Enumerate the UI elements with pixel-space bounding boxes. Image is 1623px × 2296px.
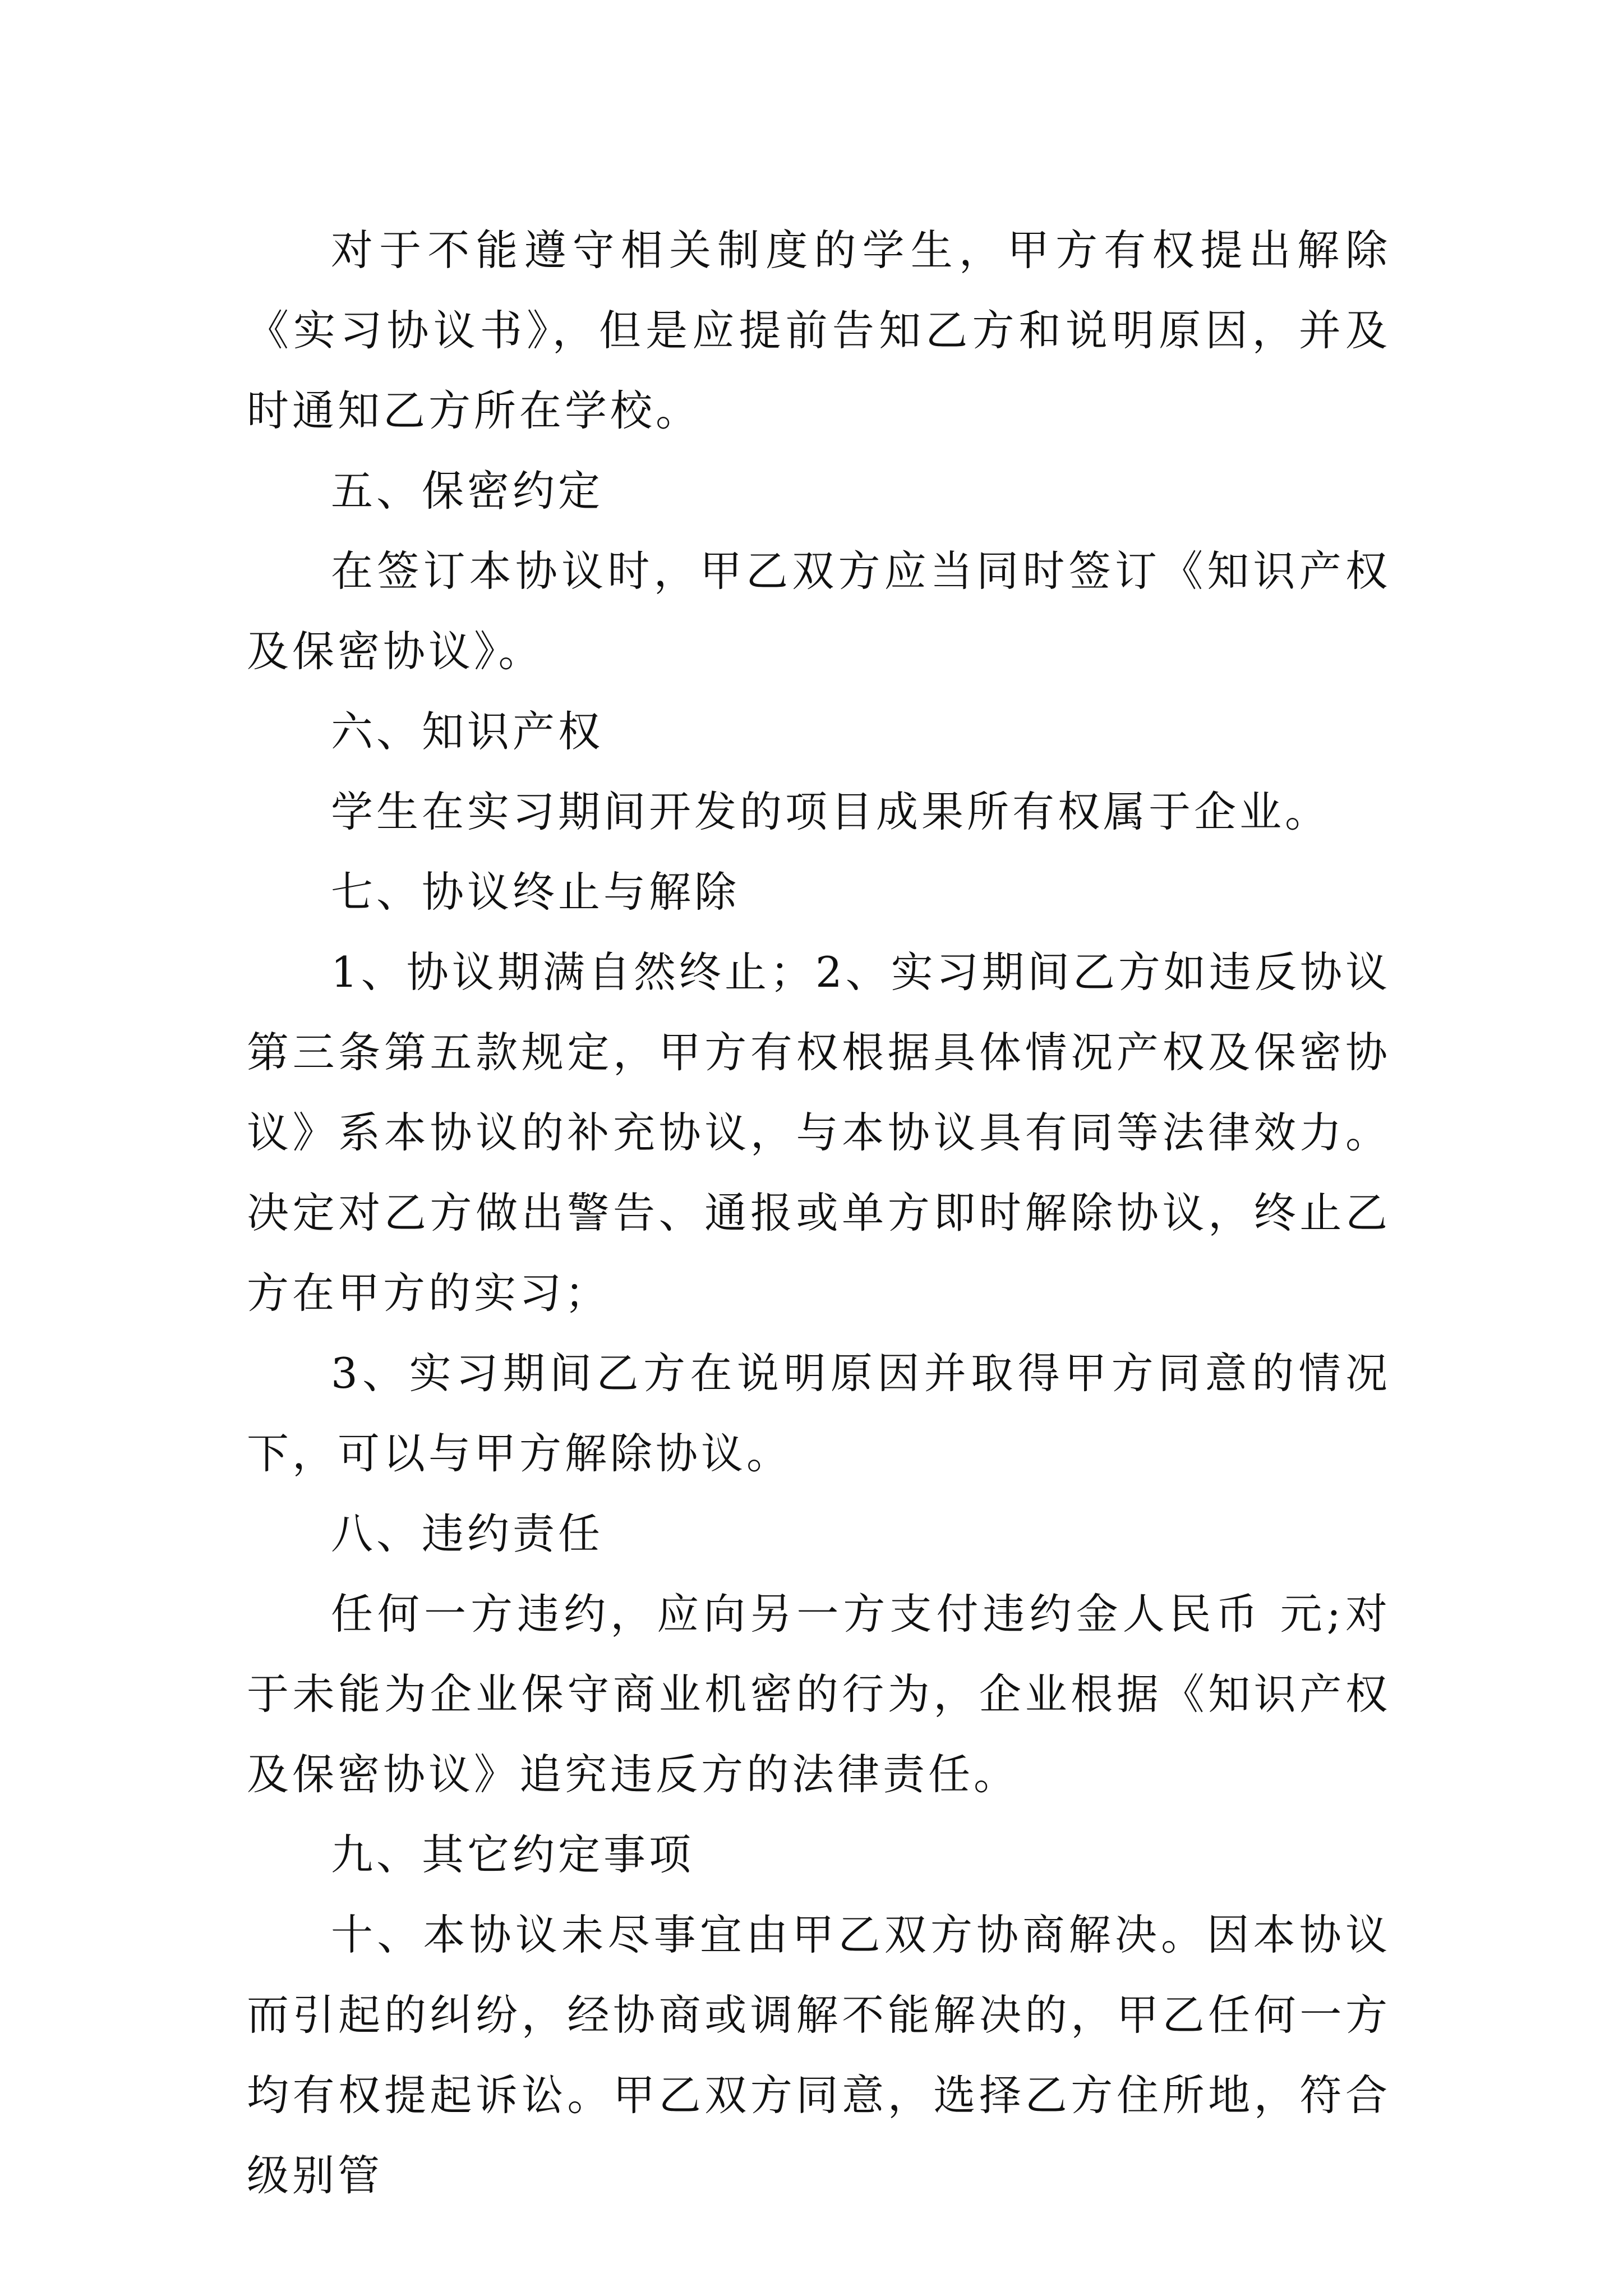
document-body: [247, 210, 1391, 2216]
heading-breach-liability: 八、违约责任: [331, 1509, 604, 1558]
paragraph-disputes: 十、本协议未尽事宜由甲乙双方协商解决。因本协议而引起的纠纷，经协商或调解不能解决的，甲乙任何一方均有权提起诉讼。甲乙双方同意，选择乙方住所地，符合级别管: [247, 1910, 1391, 2200]
heading-confidentiality: 五、保密约定: [331, 466, 604, 516]
paragraph-dismissal: 对于不能遵守相关制度的学生，甲方有权提出解除《实习协议书》，但是应提前告知乙方和说明原因，并及时通知乙方所在学校。: [247, 226, 1391, 435]
paragraph-confidentiality: 在签订本协议时，甲乙双方应当同时签订《知识产权及保密协议》。: [247, 546, 1391, 676]
paragraph-termination-3: 3、实习期间乙方在说明原因并取得甲方同意的情况下，可以与甲方解除协议。: [247, 1349, 1391, 1478]
heading-termination: 七、协议终止与解除: [331, 867, 740, 917]
paragraph-termination-1-2: 1、协议期满自然终止；2、实习期间乙方如违反协议第三条第五款规定，甲方有权根据具体情况产权及保密协议》系本协议的补充协议，与本协议具有同等法律效力。决定对乙方做出警告、通报或单方即时解除协议，终止乙方在甲方的实习；: [247, 947, 1391, 1318]
paragraph-intellectual-property: 学生在实习期间开发的项目成果所有权属于企业。: [331, 787, 1331, 836]
paragraph-breach-liability: 任何一方违约，应向另一方支付违约金人民币 元;对于未能为企业保守商业机密的行为，企业根据《知识产权及保密协议》追究违反方的法律责任。: [247, 1589, 1391, 1799]
heading-other-matters: 九、其它约定事项: [331, 1830, 695, 1879]
heading-intellectual-property: 六、知识产权: [331, 707, 604, 756]
